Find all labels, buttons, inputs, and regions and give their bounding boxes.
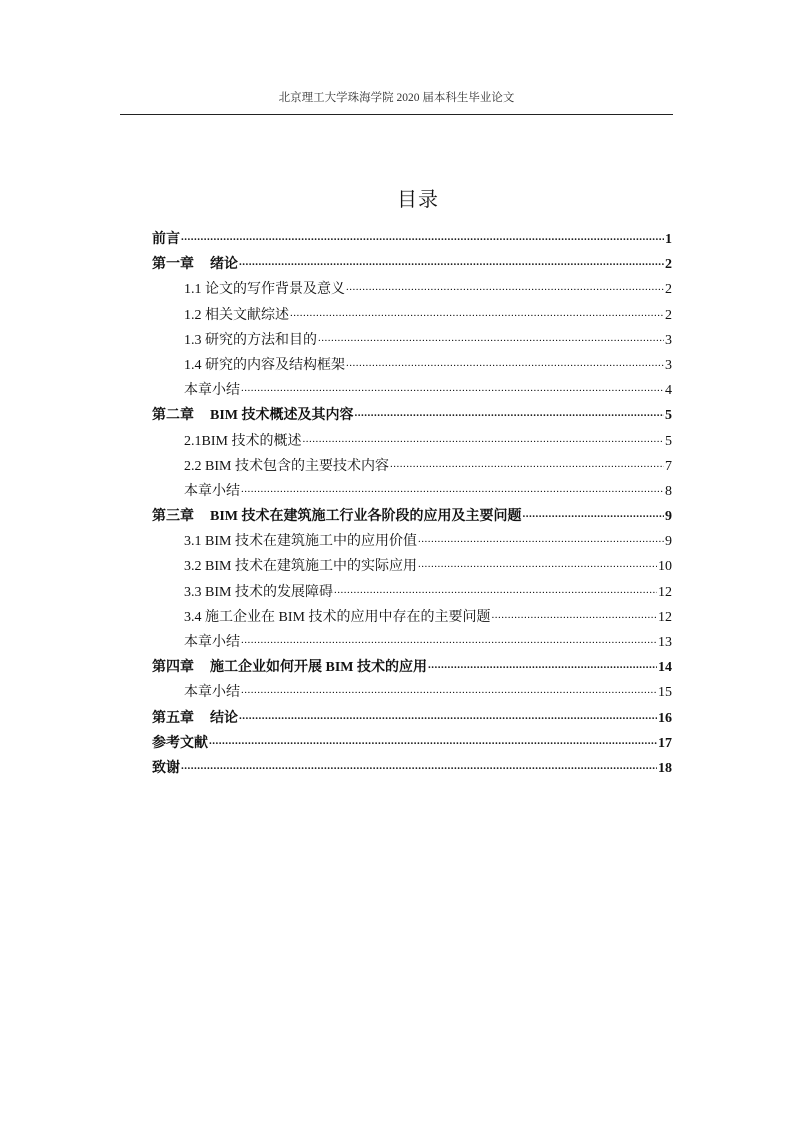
toc-entry-page: 14 (658, 660, 672, 676)
toc-entry[interactable] (152, 380, 672, 405)
toc-entry-title: 参考文献 (152, 735, 208, 751)
toc-entry-page: 1 (665, 232, 672, 247)
toc-entry-page: 13 (658, 635, 672, 650)
toc-entry[interactable] (152, 279, 672, 304)
toc-entry[interactable] (152, 708, 672, 733)
toc-entry[interactable] (152, 431, 672, 456)
toc-dot-leader (355, 405, 665, 419)
toc-dot-leader (428, 657, 657, 671)
toc-entry-title: 2.1BIM 技术的概述 (184, 433, 302, 449)
toc-dot-leader (241, 632, 657, 646)
toc-dot-leader (523, 506, 665, 520)
toc-dot-leader (209, 733, 657, 747)
toc-dot-leader (239, 254, 664, 268)
toc-entry[interactable] (152, 405, 672, 430)
toc-entry-title: 3.2 BIM 技术在建筑施工中的实际应用 (184, 559, 417, 575)
toc-entry-title: 本章小结 (184, 483, 240, 499)
toc-entry-title: 本章小结 (184, 383, 240, 399)
toc-entry[interactable] (152, 229, 672, 254)
toc-entry-title: 3.3 BIM 技术的发展障碍 (184, 584, 333, 600)
toc-entry-title: 结论 (210, 710, 238, 726)
toc-entry-title: 本章小结 (184, 635, 240, 650)
toc-entry-page: 4 (665, 383, 672, 399)
toc-entry[interactable] (152, 582, 672, 607)
toc-dot-leader (491, 607, 657, 621)
toc-entry-page: 12 (658, 584, 672, 600)
toc-entry[interactable] (152, 305, 672, 330)
toc-entry-page: 2 (665, 257, 672, 273)
toc-entry-chapter: 第四章 (152, 660, 194, 676)
toc-dot-leader (290, 305, 664, 319)
running-header: 北京理工大学珠海学院 2020 届本科生毕业论文 (278, 92, 515, 104)
toc-dot-leader (334, 582, 657, 596)
toc-entry-page: 2 (665, 282, 672, 298)
toc-dot-leader (418, 531, 664, 545)
toc-entry-title: 2.2 BIM 技术包含的主要技术内容 (184, 458, 389, 474)
toc-entry-title: 1.3 研究的方法和目的 (184, 332, 317, 348)
toc-dot-leader (318, 330, 664, 344)
toc-entry-title: 1.1 论文的写作背景及意义 (184, 282, 345, 298)
toc-entry[interactable] (152, 758, 672, 783)
toc-entry[interactable] (152, 254, 672, 279)
toc-title: 目录 (397, 189, 439, 212)
table-of-contents (152, 229, 672, 783)
toc-dot-leader (241, 682, 657, 696)
toc-entry-page: 3 (665, 332, 672, 348)
toc-entry-page: 10 (658, 559, 672, 575)
toc-entry-page: 15 (658, 685, 672, 701)
toc-entry-title: 3.4 施工企业在 BIM 技术的应用中存在的主要问题 (184, 609, 491, 625)
toc-entry-page: 12 (658, 609, 672, 625)
toc-dot-leader (418, 556, 657, 570)
toc-entry[interactable] (152, 556, 672, 581)
toc-entry[interactable] (152, 733, 672, 758)
toc-dot-leader (181, 229, 664, 243)
toc-entry[interactable] (152, 456, 672, 481)
toc-entry-page: 17 (658, 735, 672, 751)
toc-entry-title: 前言 (152, 232, 180, 247)
toc-dot-leader (390, 456, 664, 470)
toc-dot-leader (241, 481, 664, 495)
toc-dot-leader (302, 431, 664, 445)
toc-dot-leader (346, 279, 664, 293)
toc-entry[interactable] (152, 531, 672, 556)
toc-dot-leader (346, 355, 664, 369)
toc-entry-chapter: 第五章 (152, 710, 194, 726)
toc-entry-page: 8 (665, 483, 672, 499)
toc-dot-leader (239, 708, 657, 722)
toc-entry-chapter: 第二章 (152, 408, 194, 424)
toc-entry-chapter: 第三章 (152, 509, 194, 525)
toc-entry-title: 1.4 研究的内容及结构框架 (184, 357, 345, 373)
toc-entry[interactable] (152, 632, 672, 657)
toc-dot-leader (241, 380, 664, 394)
header-rule (120, 114, 673, 115)
toc-entry-title: 施工企业如何开展 BIM 技术的应用 (210, 660, 427, 676)
toc-entry-title: BIM 技术在建筑施工行业各阶段的应用及主要问题 (210, 509, 522, 525)
toc-entry-title: 1.2 相关文献综述 (184, 307, 289, 323)
toc-entry-page: 9 (665, 509, 672, 525)
toc-entry-page: 16 (658, 710, 672, 726)
toc-entry[interactable] (152, 506, 672, 531)
toc-entry[interactable] (152, 330, 672, 355)
toc-entry-page: 2 (665, 307, 672, 323)
toc-entry-title: 绪论 (210, 257, 238, 273)
toc-entry-chapter: 第一章 (152, 257, 194, 273)
toc-entry-title: BIM 技术概述及其内容 (210, 408, 354, 424)
toc-entry-title: 3.1 BIM 技术在建筑施工中的应用价值 (184, 534, 417, 550)
toc-entry-page: 18 (658, 760, 672, 776)
toc-dot-leader (181, 758, 657, 772)
toc-entry-page: 5 (665, 408, 672, 424)
toc-entry[interactable] (152, 481, 672, 506)
toc-entry[interactable] (152, 355, 672, 380)
toc-entry-page: 5 (665, 433, 672, 449)
toc-entry[interactable] (152, 682, 672, 707)
toc-entry-page: 3 (665, 357, 672, 373)
toc-entry-title: 致谢 (152, 760, 180, 776)
toc-entry-title: 本章小结 (184, 685, 240, 701)
toc-entry-page: 7 (665, 458, 672, 474)
toc-entry[interactable] (152, 607, 672, 632)
toc-entry[interactable] (152, 657, 672, 682)
toc-entry-page: 9 (665, 534, 672, 550)
